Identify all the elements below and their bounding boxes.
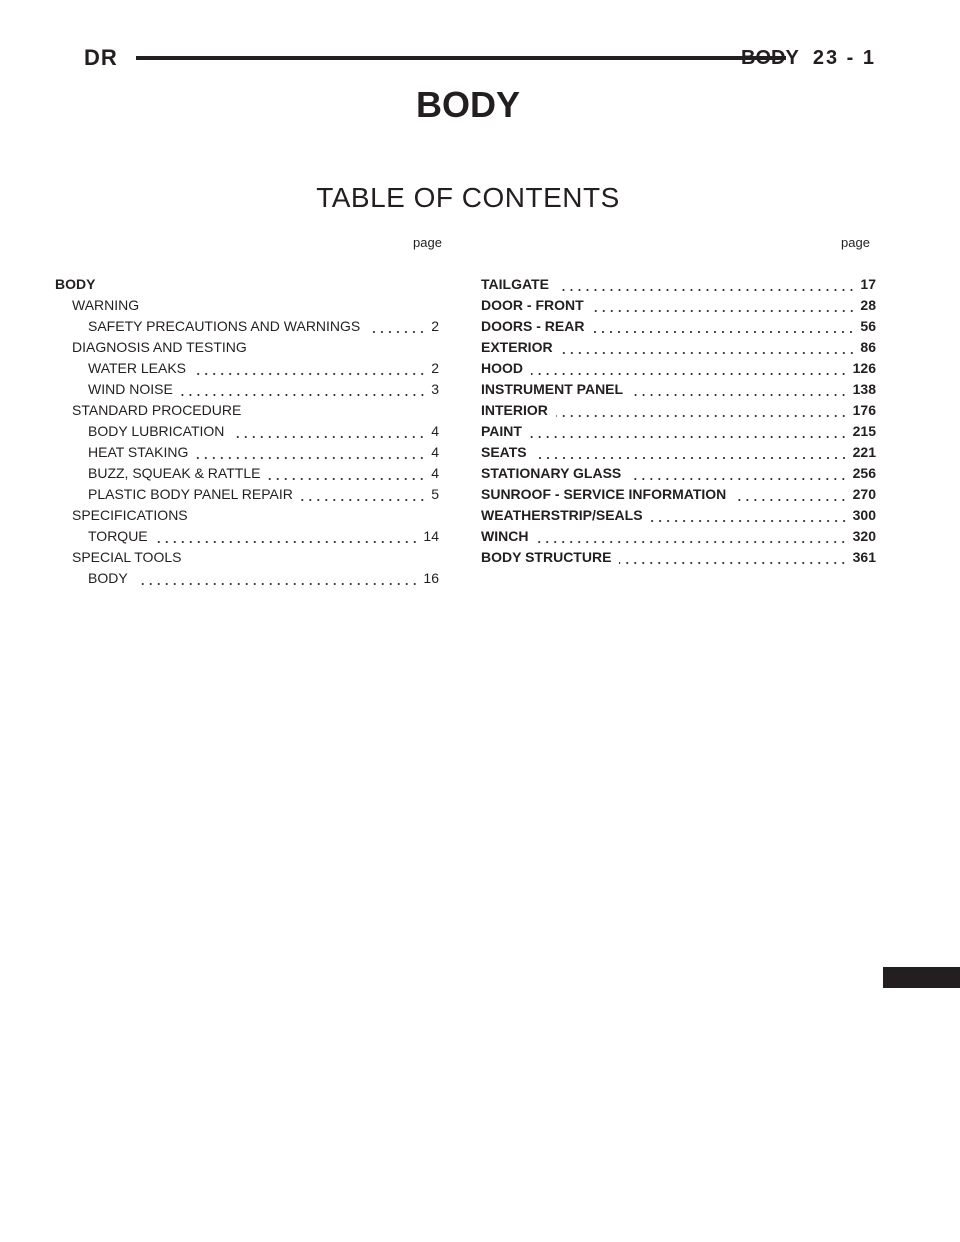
toc-leader-dots: [156, 541, 419, 543]
toc-leader-dots: [232, 436, 426, 438]
toc-entry-page: 16: [420, 568, 439, 589]
toc-entry-label: SUNROOF - SERVICE INFORMATION: [481, 486, 727, 502]
toc-entry-label: DOOR - FRONT: [481, 297, 584, 313]
toc-leader-dots: [268, 478, 426, 480]
toc-entry-label: SAFETY PRECAUTIONS AND WARNINGS: [88, 318, 361, 334]
toc-leader-dots: [368, 331, 426, 333]
toc-entry-label: BUZZ, SQUEAK & RATTLE: [88, 465, 261, 481]
toc-entry-label: STANDARD PROCEDURE: [72, 402, 242, 418]
toc-leader-dots: [561, 352, 856, 354]
toc-entry-page: 256: [850, 463, 876, 484]
toc-leader-dots: [136, 583, 419, 585]
toc-entry-label: PAINT: [481, 423, 522, 439]
toc-entry-label: INTERIOR: [481, 402, 548, 418]
toc-entry[interactable]: [55, 379, 439, 400]
toc-leader-dots: [592, 310, 856, 312]
toc-entry-page: 86: [857, 337, 876, 358]
toc-leader-dots: [734, 499, 847, 501]
toc-entry-page: 138: [850, 379, 876, 400]
toc-entry-label: SPECIFICATIONS: [72, 507, 188, 523]
toc-entry[interactable]: [55, 421, 439, 442]
toc-entry[interactable]: [481, 463, 876, 484]
toc-entry-page: 4: [428, 463, 439, 484]
header-section-info: [741, 44, 876, 72]
toc-entry[interactable]: [481, 526, 876, 547]
toc-entry-label: HEAT STAKING: [88, 444, 189, 460]
toc-entry-page: 5: [428, 484, 439, 505]
running-header: [84, 44, 876, 74]
toc-entry[interactable]: [481, 442, 876, 463]
toc-leader-dots: [301, 499, 426, 501]
toc-entry[interactable]: [55, 274, 439, 295]
right-page-column-label: page: [841, 235, 870, 250]
toc-entry-label: BODY STRUCTURE: [481, 549, 612, 565]
toc-entry-label: TAILGATE: [481, 276, 549, 292]
toc-entry-label: DOORS - REAR: [481, 318, 585, 334]
toc-entry[interactable]: [55, 484, 439, 505]
toc-entry-label: BODY LUBRICATION: [88, 423, 225, 439]
toc-leader-dots: [196, 457, 426, 459]
toc-leader-dots: [631, 394, 848, 396]
toc-entry-page: 2: [428, 316, 439, 337]
toc-entry-label: INSTRUMENT PANEL: [481, 381, 624, 397]
toc-entry-label: WIND NOISE: [88, 381, 173, 397]
toc-entry-label: EXTERIOR: [481, 339, 553, 355]
toc-leader-dots: [194, 373, 426, 375]
toc-entry[interactable]: [481, 547, 876, 568]
toc-leader-dots: [535, 457, 848, 459]
toc-entry[interactable]: [55, 316, 439, 337]
toc-entry[interactable]: [481, 337, 876, 358]
toc-entry-page: 320: [850, 526, 876, 547]
toc-entry-label: WINCH: [481, 528, 529, 544]
toc-right-column: [481, 274, 876, 568]
toc-entry[interactable]: [481, 295, 876, 316]
toc-leader-dots: [536, 541, 847, 543]
toc-entry[interactable]: [481, 484, 876, 505]
toc-leader-dots: [651, 520, 848, 522]
toc-entry[interactable]: [481, 274, 876, 295]
header-page-number: 23 - 1: [812, 47, 876, 69]
toc-entry[interactable]: [55, 337, 439, 358]
toc-heading: TABLE OF CONTENTS: [316, 182, 620, 213]
toc-entry-page: 126: [850, 358, 876, 379]
toc-entry-label: BODY: [88, 570, 128, 586]
toc-entry-label: TORQUE: [88, 528, 148, 544]
toc-entry-page: 215: [850, 421, 876, 442]
toc-entry[interactable]: [55, 505, 439, 526]
toc-entry-label: BODY: [55, 276, 96, 292]
toc-entry[interactable]: [55, 442, 439, 463]
toc-leader-dots: [181, 394, 426, 396]
section-tab-marker: [883, 967, 960, 988]
toc-entry[interactable]: [55, 526, 439, 547]
toc-entry-page: 300: [850, 505, 876, 526]
toc-entry-page: 14: [420, 526, 439, 547]
toc-entry[interactable]: [55, 400, 439, 421]
toc-leader-dots: [557, 289, 856, 291]
toc-left-column: [55, 274, 439, 589]
toc-entry[interactable]: [481, 316, 876, 337]
toc-entry[interactable]: [55, 295, 439, 316]
toc-entry-page: 56: [857, 316, 876, 337]
toc-entry-page: 176: [850, 400, 876, 421]
header-rule: [136, 56, 786, 60]
toc-entry[interactable]: [481, 358, 876, 379]
toc-leader-dots: [530, 436, 848, 438]
toc-entry[interactable]: [55, 547, 439, 568]
toc-leader-dots: [619, 562, 847, 564]
toc-leader-dots: [592, 331, 855, 333]
toc-entry-label: SPECIAL TOOLS: [72, 549, 182, 565]
toc-entry-label: DIAGNOSIS AND TESTING: [72, 339, 247, 355]
toc-entry-label: WEATHERSTRIP/SEALS: [481, 507, 643, 523]
toc-entry-page: 4: [428, 421, 439, 442]
toc-entry-label: SEATS: [481, 444, 527, 460]
toc-entry[interactable]: [481, 505, 876, 526]
toc-entry[interactable]: [55, 358, 439, 379]
toc-entry-page: 2: [428, 358, 439, 379]
toc-entry-label: STATIONARY GLASS: [481, 465, 622, 481]
toc-entry-page: 221: [850, 442, 876, 463]
left-page-column-label: page: [413, 235, 442, 250]
toc-entry-page: 28: [857, 295, 876, 316]
toc-entry-page: 270: [850, 484, 876, 505]
toc-entry-label: HOOD: [481, 360, 523, 376]
toc-leader-dots: [531, 373, 848, 375]
toc-entry[interactable]: [481, 400, 876, 421]
toc-entry-label: WATER LEAKS: [88, 360, 187, 376]
toc-entry-label: PLASTIC BODY PANEL REPAIR: [88, 486, 293, 502]
header-model-code: DR: [84, 45, 118, 70]
toc-entry-page: 3: [428, 379, 439, 400]
toc-entry-page: 361: [850, 547, 876, 568]
toc-entry-page: 4: [428, 442, 439, 463]
header-section-name: BODY: [741, 47, 799, 69]
toc-leader-dots: [629, 478, 847, 480]
page-title: BODY: [415, 84, 520, 125]
toc-entry[interactable]: [55, 463, 439, 484]
toc-entry-page: 17: [857, 274, 876, 295]
toc-entry[interactable]: [55, 568, 439, 589]
toc-entry[interactable]: [481, 421, 876, 442]
toc-entry[interactable]: [481, 379, 876, 400]
toc-entry-label: WARNING: [72, 297, 140, 313]
toc-leader-dots: [556, 415, 848, 417]
